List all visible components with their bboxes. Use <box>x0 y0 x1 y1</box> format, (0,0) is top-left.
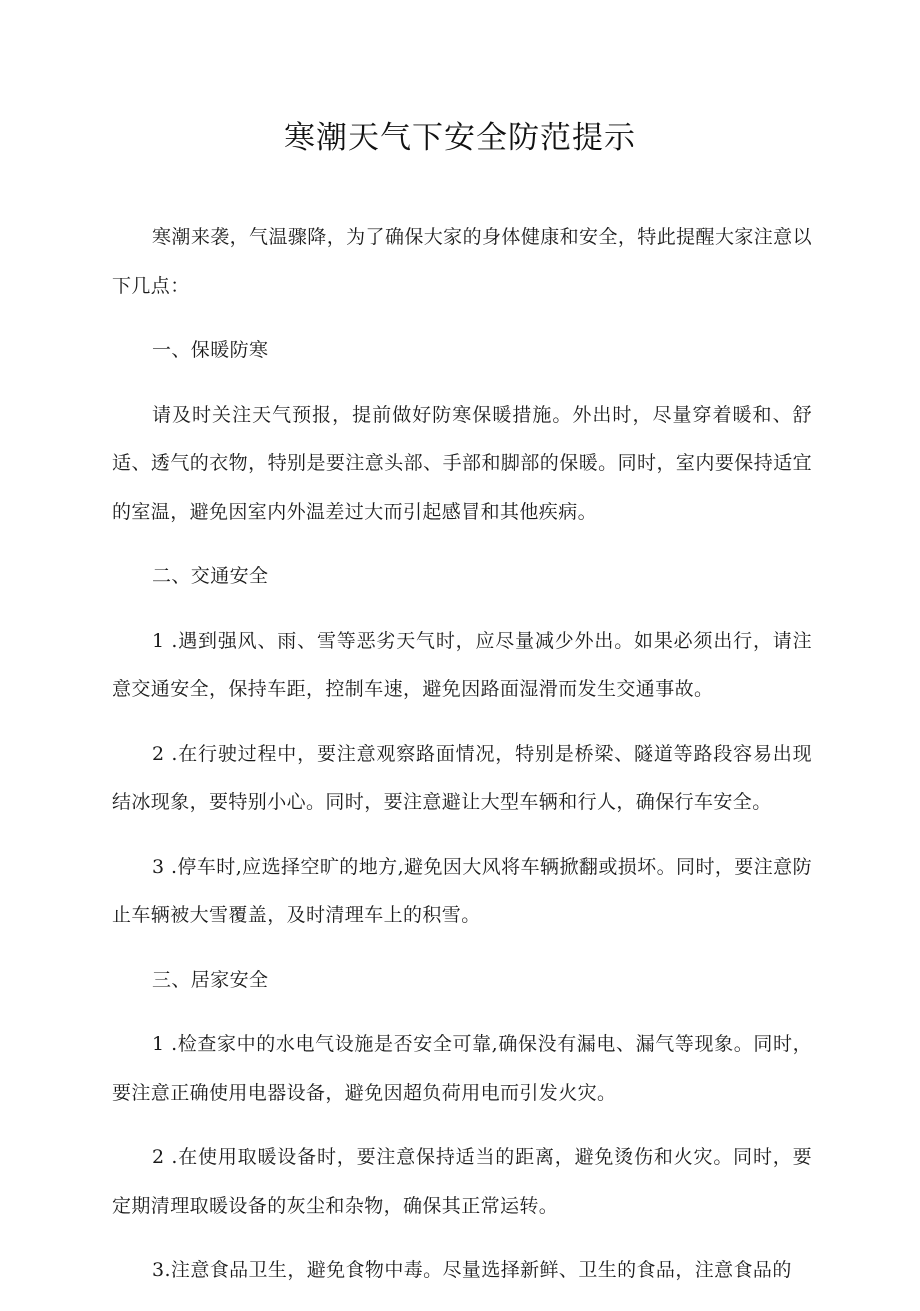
traffic-item-1: 1 .遇到强风、雨、雪等恶劣天气时，应尽量减少外出。如果必须出行，请注意交通安全，保持车距，控制车速，避免因路面湿滑而发生交通事故。 <box>112 629 812 700</box>
document-title: 寒潮天气下安全防范提示 <box>284 120 636 156</box>
document-body <box>112 213 812 1311</box>
traffic-item-3: 3 .停车时,应选择空旷的地方,避免因大风将车辆掀翻或损坏。同时，要注意防止车辆被大雪覆盖，及时清理车上的积雪。 <box>112 855 812 926</box>
traffic-item-2: 2 .在行驶过程中，要注意观察路面情况，特别是桥梁、隧道等路段容易出现结冰现象，要特别小心。同时，要注意避让大型车辆和行人，确保行车安全。 <box>112 742 812 813</box>
section-heading-warmth: 一、保暖防寒 <box>152 339 269 361</box>
intro-paragraph: 寒潮来袭，气温骤降，为了确保大家的身体健康和安全，特此提醒大家注意以下几点： <box>112 226 812 297</box>
section-heading-home: 三、居家安全 <box>152 968 269 991</box>
home-item-2: 2 .在使用取暖设备时，要注意保持适当的距离，避免烫伤和火灾。同时，要定期清理取暖设备的灰尘和杂物，确保其正常运转。 <box>112 1146 812 1217</box>
section-heading-traffic: 二、交通安全 <box>152 565 269 587</box>
home-item-3: 3.注意食品卫生，避免食物中毒。尽量选择新鲜、卫生的食品，注意食品的 <box>152 1259 792 1281</box>
warmth-paragraph: 请及时关注天气预报，提前做好防寒保暖措施。外出时，尽量穿着暖和、舒适、透气的衣物，特别是要注意头部、手部和脚部的保暖。同时，室内要保持适宜的室温，避免因室内外温差过大而引起感冒和其他疾病。 <box>112 403 812 523</box>
home-item-1: 1 .检查家中的水电气设施是否安全可靠,确保没有漏电、漏气等现象。同时，要注意正确使用电器设备，避免因超负荷用电而引发火灾。 <box>112 1033 812 1104</box>
